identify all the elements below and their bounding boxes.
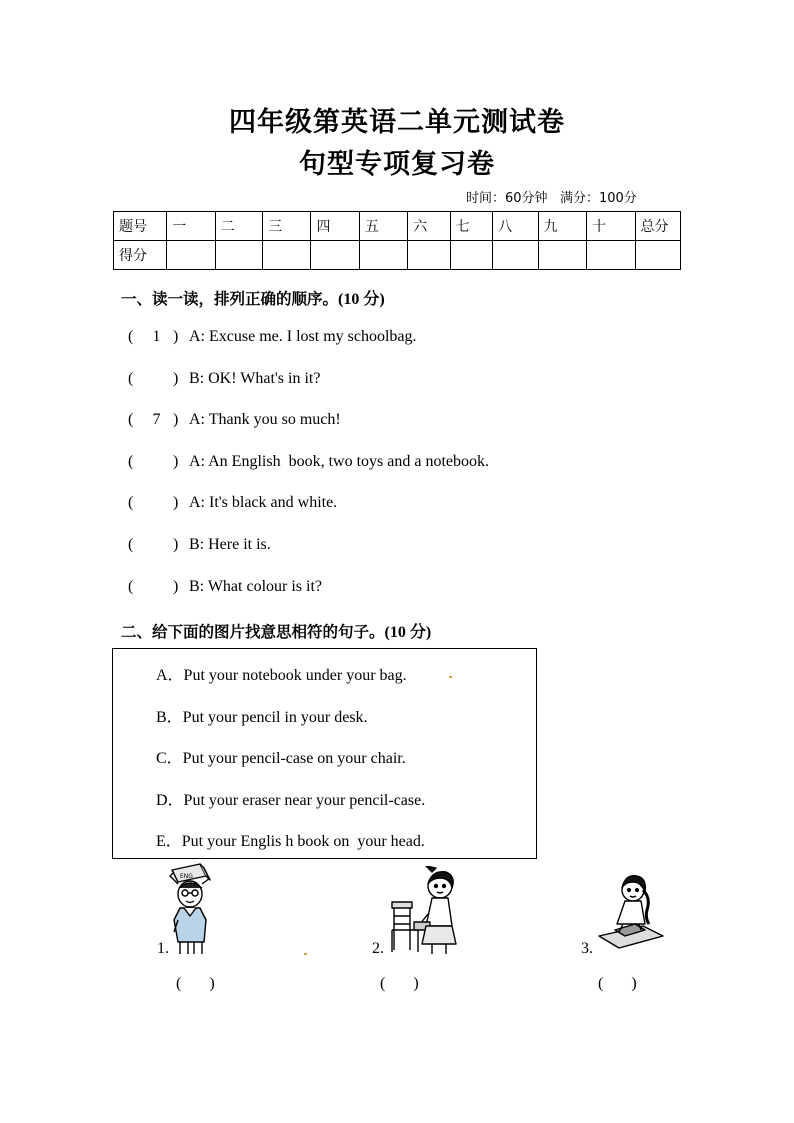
score-cell[interactable] (263, 241, 311, 270)
table-cell: 四 (311, 212, 359, 241)
stray-dot (304, 953, 307, 955)
boy-book-on-head-icon (160, 862, 222, 956)
table-cell: 得分 (114, 241, 167, 270)
section1-heading (121, 286, 385, 309)
page-subtitle: 句型专项复习卷 (299, 149, 495, 180)
list-item: ( ) A: An English book, two toys and a notebook. (128, 453, 489, 470)
score-cell[interactable] (167, 241, 215, 270)
picture-2-answer-paren[interactable]: ( ) (380, 975, 419, 992)
dialogue-text: B: OK! What's in it? (189, 370, 321, 387)
score-table-score-row (114, 241, 681, 270)
girl-notebook-under-bag-icon (595, 868, 667, 956)
section2-heading (121, 619, 431, 642)
option-c: C．Put your pencil-case on your chair. (156, 750, 406, 767)
section1-points: (10 分) (338, 291, 385, 308)
score-cell[interactable] (359, 241, 407, 270)
list-item: ( ) B: OK! What's in it? (128, 370, 321, 387)
option-e: E．Put your Englis h book on your head. (156, 833, 425, 850)
table-cell: 七 (450, 212, 493, 241)
answer-blank[interactable]: 7 (152, 411, 161, 428)
table-cell: 总分 (635, 212, 680, 241)
score-cell[interactable] (450, 241, 493, 270)
score-cell[interactable] (635, 241, 680, 270)
option-d: D．Put your eraser near your pencil-case. (156, 792, 426, 809)
table-cell: 二 (215, 212, 262, 241)
table-cell: 六 (408, 212, 451, 241)
picture-1-answer-paren[interactable]: ( ) (176, 975, 215, 992)
dialogue-text: A: An English book, two toys and a notebook. (189, 453, 489, 470)
page-title: 四年级第英语二单元测试卷 (229, 107, 565, 138)
score-table (113, 211, 681, 270)
dialogue-text: B: Here it is. (189, 536, 271, 553)
stray-dot (449, 676, 452, 678)
dialogue-text: A: Thank you so much! (189, 411, 341, 428)
answer-blank[interactable]: 1 (152, 328, 161, 345)
list-item: ( ) B: Here it is. (128, 536, 271, 553)
table-cell: 题号 (114, 212, 167, 241)
dialogue-text: B: What colour is it? (189, 578, 323, 595)
table-cell: 九 (538, 212, 586, 241)
list-item: ( 1 ) A: Excuse me. I lost my schoolbag. (128, 328, 417, 345)
option-b: B．Put your pencil in your desk. (156, 709, 368, 726)
dialogue-text: A: Excuse me. I lost my schoolbag. (189, 328, 417, 345)
score-cell[interactable] (311, 241, 359, 270)
svg-text:ENG: ENG (180, 873, 193, 880)
score-cell[interactable] (587, 241, 635, 270)
score-cell[interactable] (408, 241, 451, 270)
table-cell: 一 (167, 212, 215, 241)
table-cell: 三 (263, 212, 311, 241)
girl-pencil-case-chair-icon (388, 866, 480, 956)
list-item: ( ) A: It's black and white. (128, 494, 338, 511)
score-table-header-row (114, 212, 681, 241)
time-info: 时间：60分钟 满分：100分 (466, 191, 637, 206)
section2-heading-text: 二、给下面的图片找意思相符的句子。 (121, 623, 385, 641)
table-cell: 五 (359, 212, 407, 241)
section1-heading-text: 一、读一读，排列正确的顺序。 (121, 290, 339, 308)
option-a: A．Put your notebook under your bag. (156, 667, 407, 684)
score-cell[interactable] (215, 241, 262, 270)
picture-3-answer-paren[interactable]: ( ) (598, 975, 637, 992)
picture-3-number: 3. (581, 940, 593, 957)
list-item: ( 7 ) A: Thank you so much! (128, 411, 341, 428)
score-cell[interactable] (538, 241, 586, 270)
table-cell: 八 (493, 212, 538, 241)
picture-2-number: 2. (372, 940, 384, 957)
dialogue-text: A: It's black and white. (189, 494, 338, 511)
section2-points: (10 分) (384, 624, 432, 641)
score-cell[interactable] (493, 241, 538, 270)
table-cell: 十 (587, 212, 635, 241)
list-item: ( ) B: What colour is it? (128, 578, 323, 595)
picture-1-number: 1. (157, 940, 169, 957)
